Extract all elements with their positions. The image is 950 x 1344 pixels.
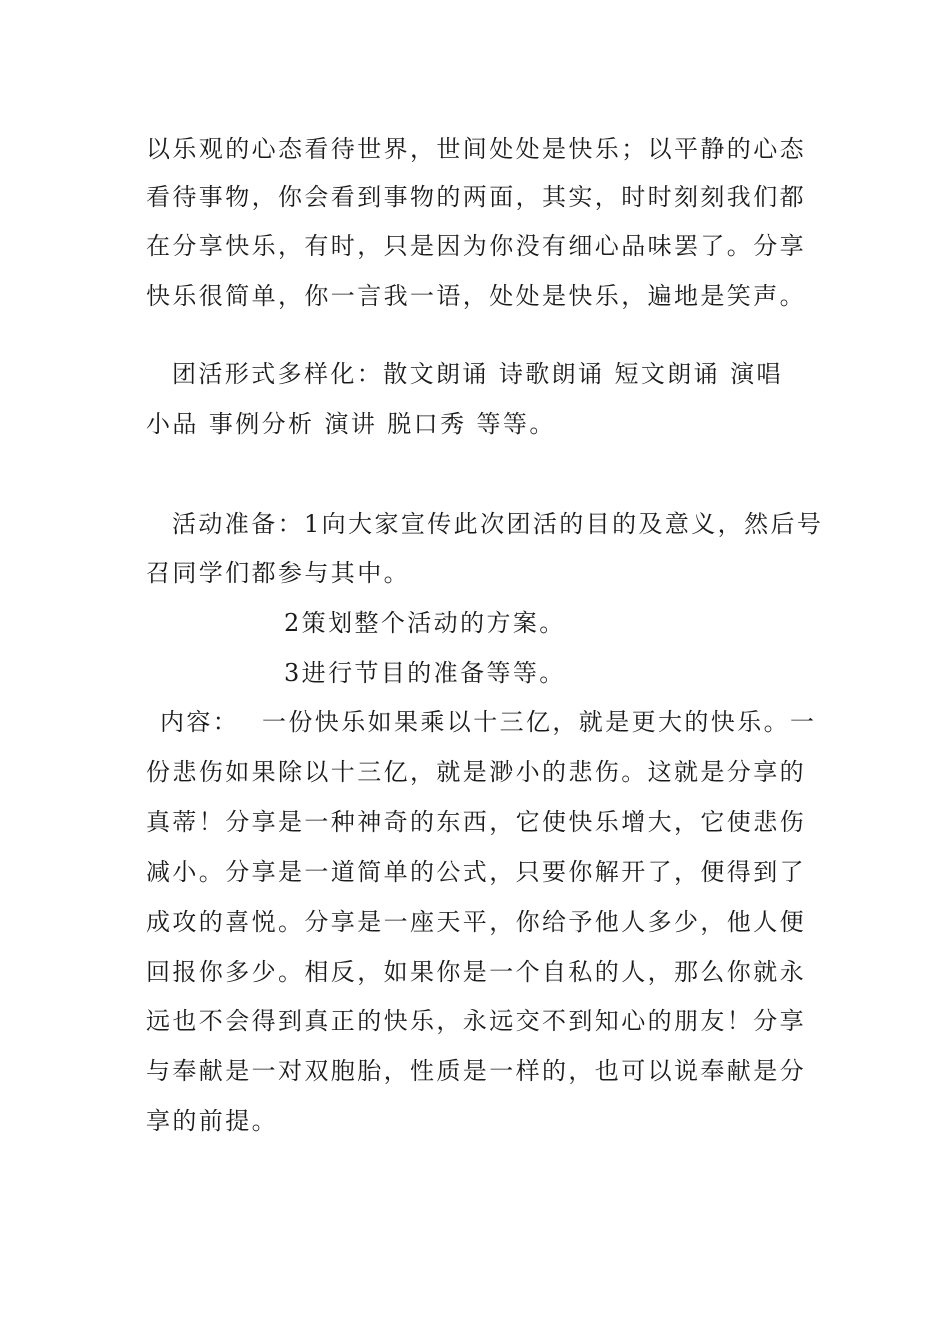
content-line-6: 回报你多少。相反，如果你是一个自私的人，那么你就永 [146,958,806,986]
preparation-line-1: 活动准备：1向大家宣传此次团活的目的及意义，然后号 [172,510,824,538]
preparation-line-3: 2策划整个活动的方案。 [284,609,566,637]
content-line-3: 真蒂！分享是一种神奇的东西，它使快乐增大，它使悲伤 [146,808,806,836]
paragraph-1-line-2: 看待事物，你会看到事物的两面，其实，时时刻刻我们都 [146,183,806,211]
content-line-1: 一份快乐如果乘以十三亿，就是更大的快乐。一 [262,708,817,736]
content-label: 内容： [160,708,240,736]
forms-line-1: 团活形式多样化：散文朗诵 诗歌朗诵 短文朗诵 演唱 [172,360,783,388]
paragraph-1-line-3: 在分享快乐，有时，只是因为你没有细心品味罢了。分享 [146,232,806,260]
content-line-4: 减小。分享是一道简单的公式，只要你解开了，便得到了 [146,858,806,886]
paragraph-1-line-4: 快乐很简单，你一言我一语，处处是快乐，遍地是笑声。 [146,282,806,310]
paragraph-1-line-1: 以乐观的心态看待世界，世间处处是快乐；以平静的心态 [146,135,806,163]
content-line-7: 远也不会得到真正的快乐，永远交不到知心的朋友！分享 [146,1007,806,1035]
content-line-8: 与奉献是一对双胞胎，性质是一样的，也可以说奉献是分 [146,1057,806,1085]
content-line-5: 成攻的喜悦。分享是一座天平，你给予他人多少，他人便 [146,908,806,936]
content-line-9: 享的前提。 [146,1107,278,1135]
preparation-line-2: 召同学们都参与其中。 [146,559,410,587]
content-line-2: 份悲伤如果除以十三亿，就是渺小的悲伤。这就是分享的 [146,758,806,786]
preparation-line-4: 3进行节目的准备等等。 [284,659,566,687]
forms-line-2: 小品 事例分析 演讲 脱口秀 等等。 [146,410,556,438]
